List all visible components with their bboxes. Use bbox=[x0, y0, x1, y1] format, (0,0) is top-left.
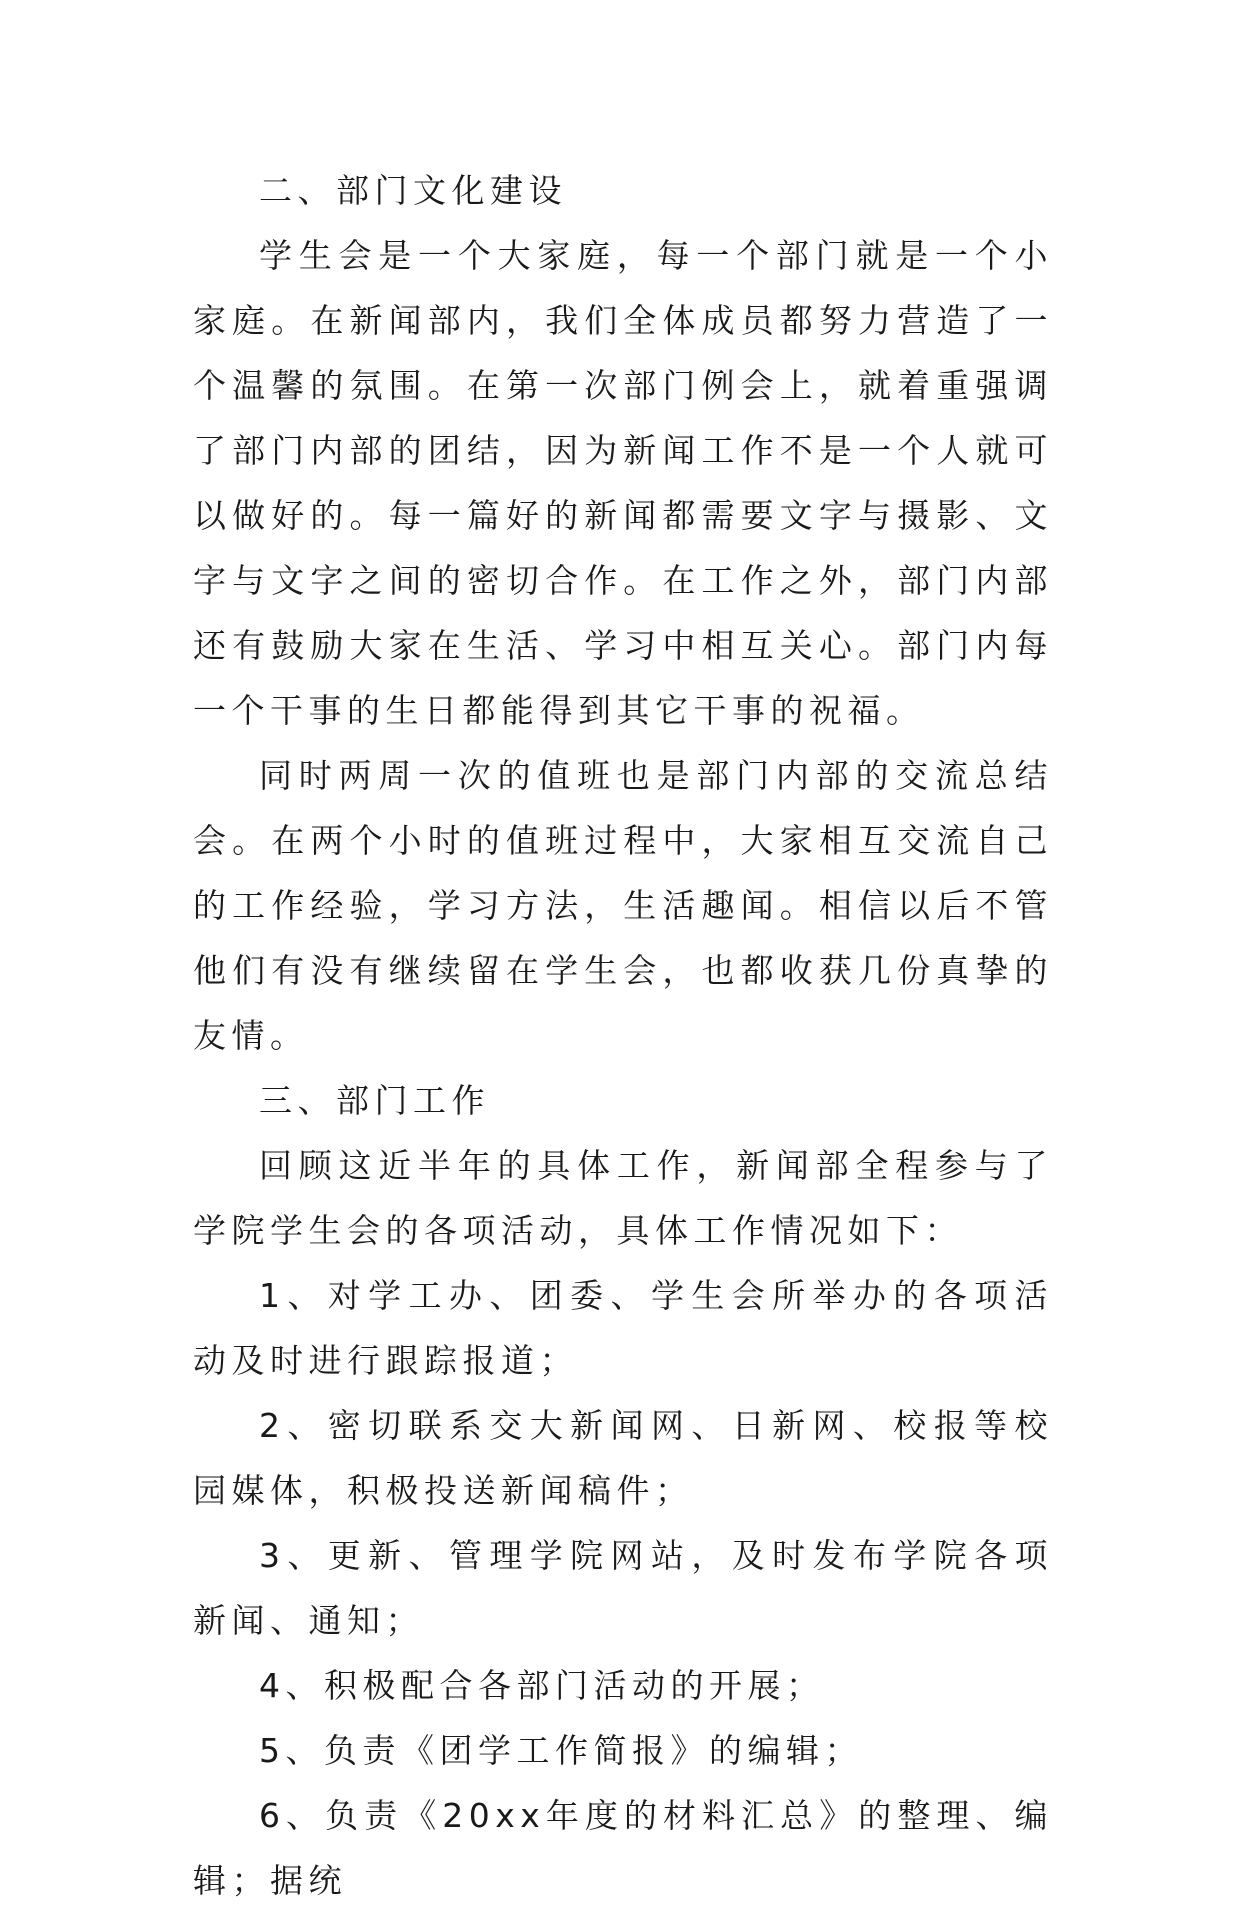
paragraph-student-union-family: 学生会是一个大家庭，每一个部门就是一个小家庭。在新闻部内，我们全体成员都努力营造了一个温馨的氛围。在第一次部门例会上，就着重强调了部门内部的团结，因为新闻工作不是一个人就可以做好的。每一篇好的新闻都需要文字与摄影、文字与文字之间的密切合作。在工作之外，部门内部还有鼓励大家在生活、学习中相互关心。部门内每一个干事的生日都能得到其它干事的祝福。 bbox=[193, 236, 1053, 730]
list-item-2: 2、密切联系交大新闻网、日新网、校报等校园媒体，积极投送新闻稿件； bbox=[193, 1406, 1053, 1510]
list-item-3: 3、更新、管理学院网站，及时发布学院各项新闻、通知； bbox=[193, 1536, 1053, 1640]
list-item-1: 1、对学工办、团委、学生会所举办的各项活动及时进行跟踪报道； bbox=[193, 1276, 1053, 1380]
section-heading-culture: 二、部门文化建设 bbox=[259, 171, 567, 210]
paragraph-duty-exchange: 同时两周一次的值班也是部门内部的交流总结会。在两个小时的值班过程中，大家相互交流自己的工作经验，学习方法，生活趣闻。相信以后不管他们有没有继续留在学生会，也都收获几份真挚的友情。 bbox=[193, 756, 1053, 1055]
section-heading-work: 三、部门工作 bbox=[259, 1081, 490, 1120]
list-item-5: 5、负责《团学工作简报》的编辑； bbox=[259, 1731, 863, 1770]
list-item-6: 6、负责《20xx年度的材料汇总》的整理、编辑；据统 bbox=[193, 1796, 1053, 1900]
list-item-4: 4、积极配合各部门活动的开展； bbox=[259, 1666, 825, 1705]
document-body bbox=[193, 158, 1053, 1913]
paragraph-work-review: 回顾这近半年的具体工作，新闻部全程参与了学院学生会的各项活动，具体工作情况如下： bbox=[193, 1146, 1053, 1250]
